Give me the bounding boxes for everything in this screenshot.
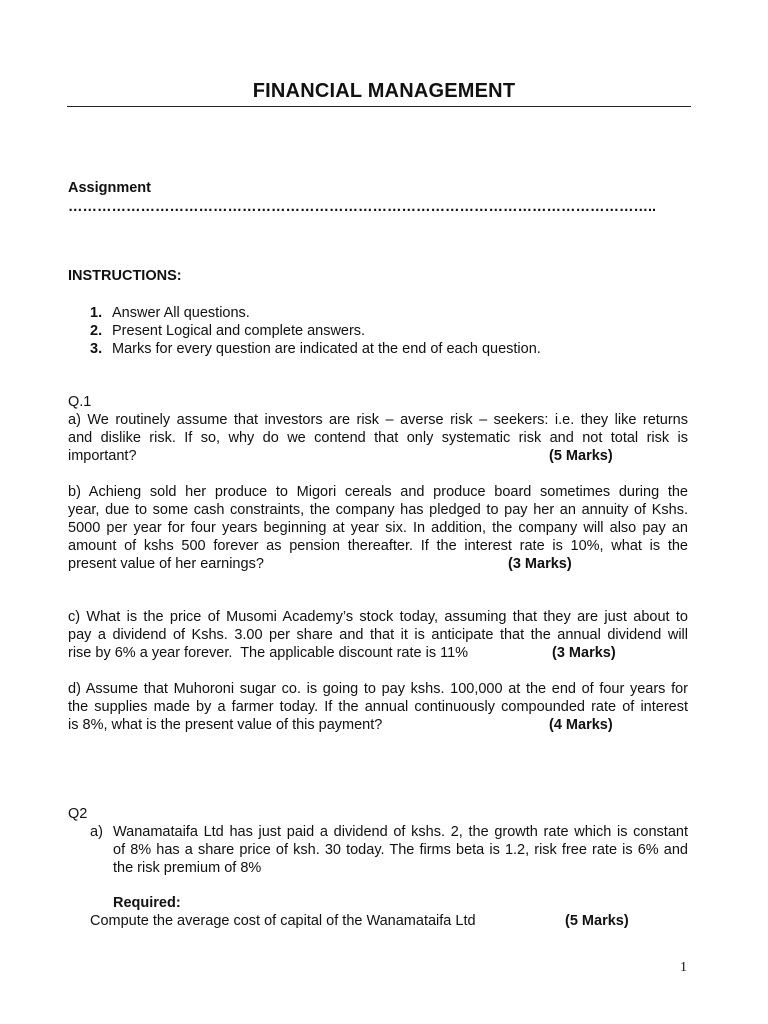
q1d-line: is 8%, what is the present value of this payment? <box>68 717 383 733</box>
q1a-line: and dislike risk. If so, why do we contend that only systematic risk and not total risk is <box>68 430 688 446</box>
q1b-line: 5000 per year for four years beginning at year six. In addition, the company will also pay an <box>68 520 688 536</box>
instruction-number: 2. <box>90 323 103 339</box>
q1a-line: a) We routinely assume that investors are risk – averse risk – seekers: i.e. they like returns <box>68 412 688 428</box>
q2a-prefix: a) <box>90 824 103 840</box>
q1c-marks: (3 Marks) <box>552 645 616 661</box>
instruction-number: 3. <box>90 341 103 357</box>
instruction-number: 1. <box>90 305 103 321</box>
q2a-line: Wanamataifa Ltd has just paid a dividend of kshs. 2, the growth rate which is constant <box>113 824 688 840</box>
q2a-line: of 8% has a share price of ksh. 30 today. The firms beta is 1.2, risk free rate is 6% and <box>113 842 688 858</box>
q1b-line: year, due to some cash constraints, the company has pledged to pay her an annuity of Kshs. <box>68 502 688 518</box>
document-title: FINANCIAL MANAGEMENT <box>252 80 516 102</box>
q1c-line: rise by 6% a year forever. The applicable discount rate is 11% <box>68 645 469 661</box>
question-label-q1: Q.1 <box>68 394 92 410</box>
q1a-line: important? <box>68 448 137 464</box>
q1d-marks: (4 Marks) <box>549 717 613 733</box>
q2a-required: Required: <box>113 895 181 911</box>
instruction-text: Answer All questions. <box>112 305 250 321</box>
q1b-marks: (3 Marks) <box>508 556 572 572</box>
q1d-line: the supplies made by a farmer today. If the annual continuously compounded rate of interest <box>68 699 688 715</box>
instruction-text: Present Logical and complete answers. <box>112 323 366 339</box>
instruction-item <box>90 340 541 358</box>
q2a-compute: Compute the average cost of capital of the Wanamataifa Ltd <box>90 913 476 929</box>
title-underline <box>67 106 691 107</box>
q1b-line: amount of kshs 500 forever as pension thereafter. If the interest rate is 10%, what is the <box>68 538 688 554</box>
q1c-line: pay a dividend of Kshs. 3.00 per share and that it is anticipate that the annual dividend will <box>68 627 688 643</box>
assignment-dots: ………………………………………………………………………………………………………….. <box>68 199 657 215</box>
instructions-heading: INSTRUCTIONS: <box>68 268 182 284</box>
instruction-text: Marks for every question are indicated at the end of each question. <box>112 341 541 357</box>
instruction-item <box>90 322 365 340</box>
q2a-marks: (5 Marks) <box>565 913 629 929</box>
q1a-marks: (5 Marks) <box>549 448 613 464</box>
q1d-line: d) Assume that Muhoroni sugar co. is going to pay kshs. 100,000 at the end of four years for <box>68 681 688 697</box>
page-number: 1 <box>680 960 687 975</box>
question-label-q2: Q2 <box>68 806 88 822</box>
q1b-line: present value of her earnings? <box>68 556 264 572</box>
instruction-item <box>90 304 250 322</box>
q1b-line: b) Achieng sold her produce to Migori cereals and produce board sometimes during the <box>68 484 688 500</box>
assignment-label: Assignment <box>68 180 151 196</box>
q2a-line: the risk premium of 8% <box>113 860 262 876</box>
q1c-line: c) What is the price of Musomi Academy’s stock today, assuming that they are just about to <box>68 609 688 625</box>
